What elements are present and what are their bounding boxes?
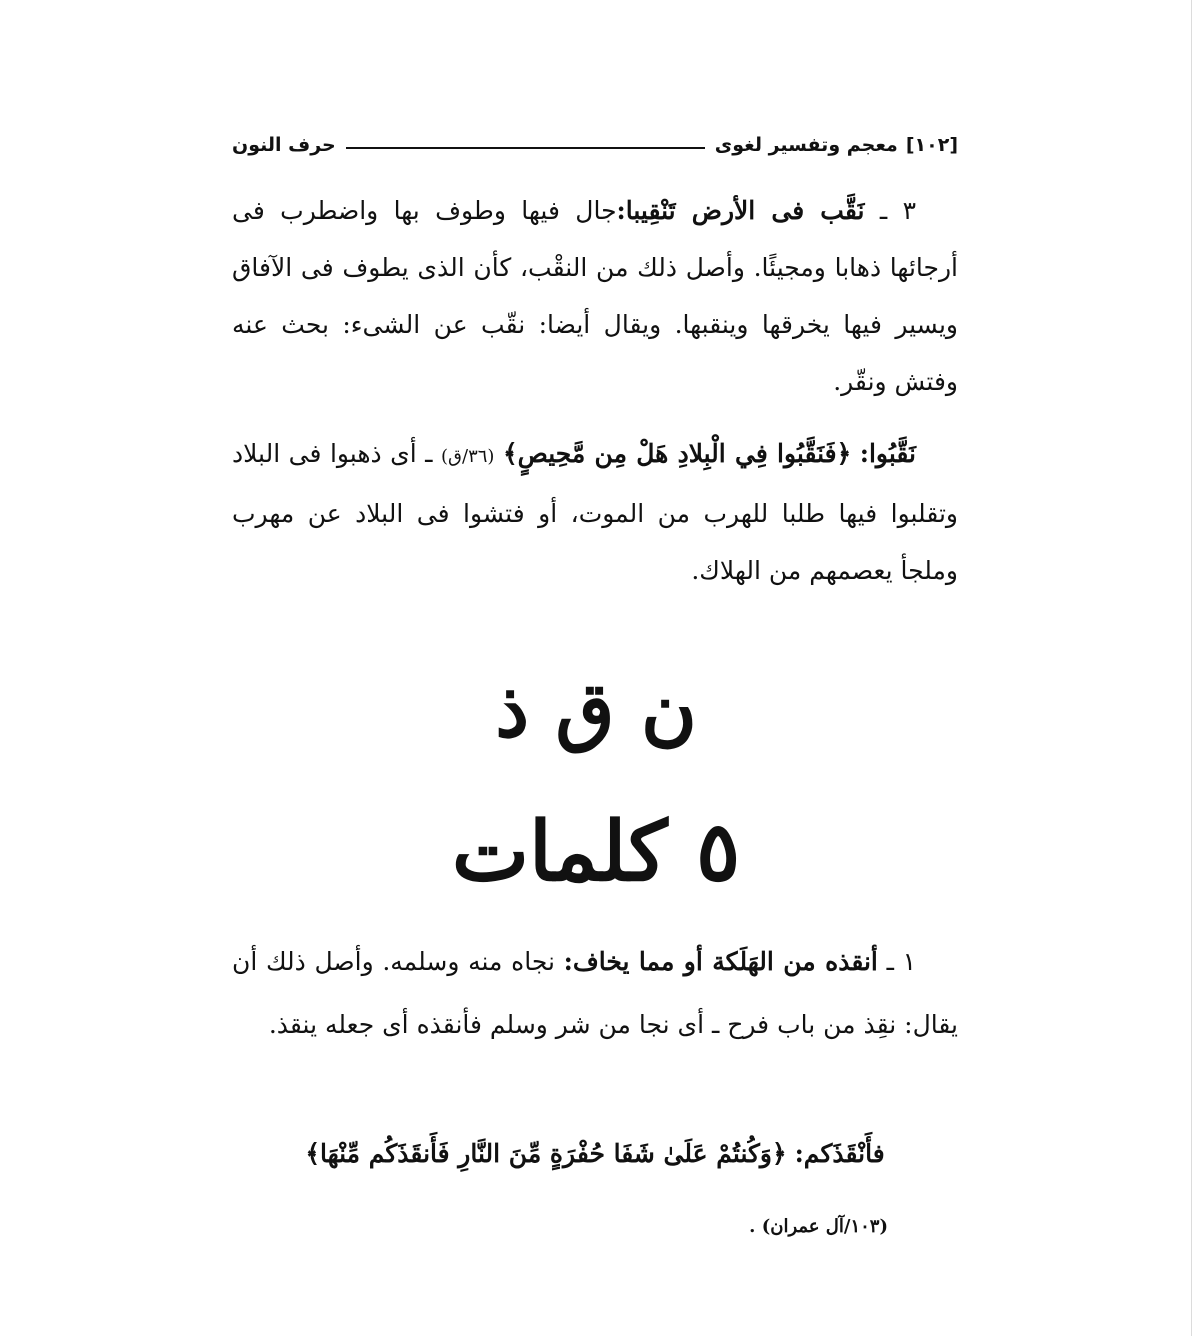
header-rule — [346, 147, 705, 149]
entry-definition: نجاه منه وسلمه. وأصل ذلك أن يقال: نقِذ من باب فرح ـ أى نجا من شر وسلم فأنقذه أى جعله ينقذ. — [232, 947, 958, 1039]
section-title: حرف النون — [232, 134, 336, 156]
entry-headword: نَقَّب فى الأرض تَنْقِيبا: — [616, 196, 865, 225]
entry-anqadh — [232, 930, 958, 1056]
page-number: [١٠٢] — [905, 134, 958, 156]
word-count-title: ٥ كلمات — [451, 804, 741, 900]
verse-reference: (١٠٣/آل عمران) . — [749, 1216, 888, 1237]
page-header — [232, 128, 958, 162]
verse-reference: (٣٦/ق) — [441, 446, 495, 467]
verse-naqqabu — [232, 425, 958, 599]
entry-headword: أنقذه من الهَلَكة أو مما يخاف: — [563, 947, 878, 976]
entry-naqab — [232, 182, 958, 410]
verse-word: فأَنْقَذَكم: — [794, 1139, 885, 1168]
quran-verse: ﴿وَكُنتُمْ عَلَىٰ شَفَا حُفْرَةٍ مِّنَ النَّارِ فَأَنقَذَكُم مِّنْهَا﴾ — [305, 1139, 787, 1168]
entry-number: ١ ـ — [886, 947, 917, 976]
entry-definition: جال فيها وطوف بها واضطرب فى أرجائها ذهابا ومجيئًا. وأصل ذلك من النقْب، كأن الذى يطوف فى الآفاق ويسير فيها يخرقها وينقبها. ويقال أيضا: نقّب عن الشىء: بحث عنه وفتش ونقّر. — [232, 196, 958, 396]
book-title: معجم وتفسير لغوى — [714, 134, 898, 156]
verse-anqadhakum — [232, 1124, 958, 1184]
verse-word: نَقَّبُوا: — [859, 439, 916, 468]
entry-number: ٣ ـ — [879, 196, 916, 225]
quran-verse: ﴿فَنَقَّبُوا فِي الْبِلادِ هَلْ مِن مَّحِيصٍ﴾ — [502, 439, 852, 468]
verse-explanation: ـ أى ذهبوا فى البلاد وتقلبوا فيها طلبا للهرب من الموت، أو فتشوا فى البلاد عن مهرب وملجأ يعصمهم من الهلاك. — [232, 439, 958, 585]
root-letters: ن ق ذ — [495, 665, 697, 754]
